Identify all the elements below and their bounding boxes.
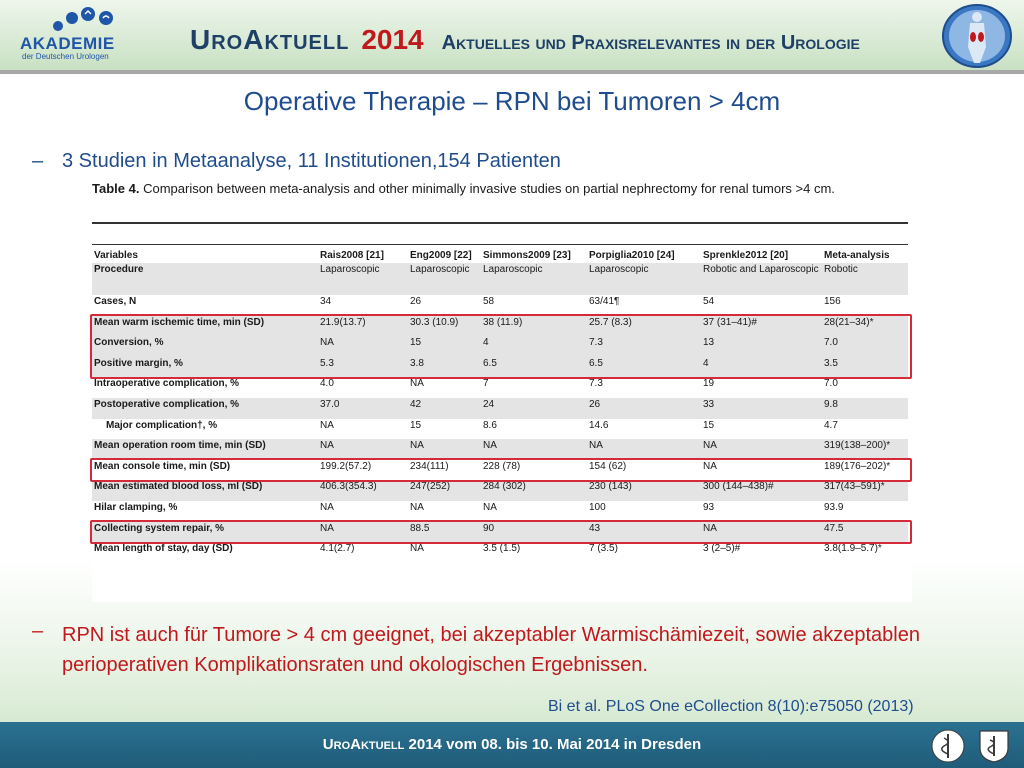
table-cell: NA bbox=[320, 419, 334, 431]
table-header-cell: Eng2009 [22] bbox=[410, 250, 472, 261]
table-cell: 3.8(1.9–5.7)* bbox=[824, 543, 882, 555]
table-cell: NA bbox=[483, 501, 497, 513]
table-cell: 300 (144–438)# bbox=[703, 481, 774, 493]
row-variable: Procedure bbox=[94, 264, 144, 275]
table-header-cell: Meta-analysis bbox=[824, 250, 890, 261]
footer-bar bbox=[0, 722, 1024, 768]
table-cell: NA bbox=[410, 501, 424, 513]
table-row bbox=[92, 398, 908, 419]
row-variable: Intraoperative complication, % bbox=[94, 378, 240, 390]
table-cell: 63/41¶ bbox=[589, 296, 620, 307]
row-variable: Cases, N bbox=[94, 296, 137, 307]
bullet-text: 3 Studien in Metaanalyse, 11 Institutionen,154 Patienten bbox=[62, 150, 561, 172]
table-cell: 28(21–34)* bbox=[824, 316, 874, 328]
table-cell: 15 bbox=[410, 419, 422, 431]
table-body bbox=[92, 263, 908, 563]
table-cell: 3.8 bbox=[410, 357, 424, 369]
table-row bbox=[92, 419, 908, 440]
table-cell: 6.5 bbox=[589, 357, 603, 369]
table-cell: NA bbox=[320, 440, 334, 452]
table-cell: NA bbox=[410, 378, 424, 390]
table-cell: 189(176–202)* bbox=[824, 460, 891, 472]
table-cell: 4.0 bbox=[320, 378, 334, 390]
conference-year: 2014 bbox=[361, 24, 424, 55]
table-cell: 19 bbox=[703, 378, 715, 390]
table-cell: 42 bbox=[410, 398, 422, 410]
academy-subtitle: der Deutschen Urologen bbox=[22, 52, 109, 61]
table-cell: 34 bbox=[320, 296, 332, 307]
table-cell: 88.5 bbox=[410, 522, 430, 534]
table-cell: 5.3 bbox=[320, 357, 334, 369]
table-row bbox=[92, 263, 908, 295]
row-variable: Mean console time, min (SD) bbox=[94, 460, 231, 472]
row-variable: Collecting system repair, % bbox=[94, 522, 225, 534]
table-cell: 406.3(354.3) bbox=[320, 481, 377, 493]
table-row bbox=[92, 377, 908, 398]
kidney-figure-logo-icon bbox=[940, 3, 1014, 69]
table-cell: 26 bbox=[410, 296, 422, 307]
table-cell: 8.6 bbox=[483, 419, 497, 431]
table-row bbox=[92, 439, 908, 460]
table-cell: 7 (3.5) bbox=[589, 543, 618, 555]
table-caption bbox=[92, 180, 892, 198]
table-cell: 58 bbox=[483, 296, 495, 307]
row-variable: Hilar clamping, % bbox=[94, 501, 178, 513]
header-divider bbox=[0, 70, 1024, 74]
shield-crest-logo-icon bbox=[976, 728, 1012, 764]
table-cell: Laparoscopic bbox=[320, 264, 380, 275]
table-cell: 15 bbox=[703, 419, 715, 431]
table-cell: 47.5 bbox=[824, 522, 844, 534]
academy-name: AKADEMIE bbox=[20, 34, 115, 53]
table-cell: 7 bbox=[483, 378, 489, 390]
table-cell: 228 (78) bbox=[483, 460, 521, 472]
conference-tagline: Aktuelles und Praxisrelevantes in der Urologie bbox=[441, 32, 860, 54]
table-top-rule bbox=[92, 222, 908, 224]
footer-date-location: 2014 vom 08. bis 10. Mai 2014 in Dresden bbox=[404, 736, 702, 753]
table-cell: 7.3 bbox=[589, 378, 603, 390]
table-row bbox=[92, 295, 908, 316]
table-cell: 4 bbox=[483, 337, 489, 349]
table-cell: 90 bbox=[483, 522, 495, 534]
row-variable: Conversion, % bbox=[94, 337, 164, 349]
table-header-row bbox=[92, 248, 908, 263]
bullet-dash: – bbox=[32, 620, 44, 642]
table-cell: NA bbox=[483, 440, 497, 452]
table-cell: 234(111) bbox=[410, 460, 449, 472]
highlight-box bbox=[90, 520, 912, 545]
comparison-table bbox=[92, 248, 908, 563]
footer-text bbox=[0, 736, 1024, 753]
table-cell: 156 bbox=[824, 296, 841, 307]
table-cell: 4.7 bbox=[824, 419, 838, 431]
table-cell: NA bbox=[589, 440, 603, 452]
table-cell: Laparoscopic bbox=[410, 264, 470, 275]
table-cell: NA bbox=[320, 501, 334, 513]
table-cell: 7.3 bbox=[589, 337, 603, 349]
row-variable: Positive margin, % bbox=[94, 357, 183, 369]
table-header-cell: Rais2008 [21] bbox=[320, 250, 384, 261]
table-row bbox=[92, 542, 908, 563]
row-variable: Mean operation room time, min (SD) bbox=[94, 440, 266, 452]
table-caption-text: Comparison between meta-analysis and other minimally invasive studies on partial nephrectomy for renal tumors >4 cm. bbox=[143, 181, 835, 196]
conference-name: UroAktuell bbox=[190, 24, 350, 55]
akademie-logo-icon bbox=[48, 6, 128, 34]
table-cell: 13 bbox=[703, 337, 715, 349]
header-bar bbox=[0, 0, 1024, 72]
table-cell: 284 (302) bbox=[483, 481, 526, 493]
table-cell: 93 bbox=[703, 501, 715, 513]
table-row bbox=[92, 480, 908, 501]
table-cell: 4.1(2.7) bbox=[320, 543, 355, 555]
table-cell: Laparoscopic bbox=[483, 264, 543, 275]
table-cell: 37 (31–41)# bbox=[703, 316, 757, 328]
table-cell: 33 bbox=[703, 398, 715, 410]
table-cell: 199.2(57.2) bbox=[320, 460, 372, 472]
table-cell: Robotic and Laparoscopic bbox=[703, 264, 819, 275]
table-cell: 38 (11.9) bbox=[483, 316, 523, 328]
table-row bbox=[92, 501, 908, 522]
table-cell: 3.5 (1.5) bbox=[483, 543, 521, 555]
table-header-cell: Sprenkle2012 [20] bbox=[703, 250, 789, 261]
conference-header bbox=[190, 24, 860, 56]
aesculapius-logo-icon bbox=[930, 728, 966, 764]
table-cell: 4 bbox=[703, 357, 709, 369]
table-cell: 3.5 bbox=[824, 357, 838, 369]
table-cell: 319(138–200)* bbox=[824, 440, 891, 452]
table-cell: 14.6 bbox=[589, 419, 609, 431]
table-cell: 9.8 bbox=[824, 398, 838, 410]
table-cell: 317(43–591)* bbox=[824, 481, 885, 493]
table-cell: 100 bbox=[589, 501, 606, 513]
table-cell: NA bbox=[703, 460, 717, 472]
slide-title: Operative Therapie – RPN bei Tumoren > 4cm bbox=[243, 86, 781, 116]
table-figure bbox=[92, 178, 912, 602]
table-caption-label: Table 4. bbox=[92, 181, 140, 196]
table-cell: 43 bbox=[589, 522, 601, 534]
table-cell: NA bbox=[320, 522, 334, 534]
table-cell: NA bbox=[320, 337, 334, 349]
table-cell: 154 (62) bbox=[589, 460, 627, 472]
row-variable: Mean length of stay, day (SD) bbox=[94, 543, 233, 555]
table-cell: 7.0 bbox=[824, 378, 838, 390]
table-cell: 37.0 bbox=[320, 398, 340, 410]
table-cell: NA bbox=[703, 440, 717, 452]
table-header-cell: Variables bbox=[94, 250, 138, 261]
table-cell: 25.7 (8.3) bbox=[589, 316, 632, 328]
table-cell: 93.9 bbox=[824, 501, 844, 513]
row-variable: Mean warm ischemic time, min (SD) bbox=[94, 316, 265, 328]
table-cell: Robotic bbox=[824, 264, 858, 275]
table-cell: NA bbox=[410, 440, 424, 452]
table-header-cell: Porpiglia2010 [24] bbox=[589, 250, 675, 261]
table-cell: 3 (2–5)# bbox=[703, 543, 741, 555]
table-cell: Laparoscopic bbox=[589, 264, 649, 275]
table-cell: 6.5 bbox=[483, 357, 497, 369]
table-cell: NA bbox=[410, 543, 424, 555]
table-cell: NA bbox=[703, 522, 717, 534]
bullet-conclusion bbox=[32, 620, 952, 680]
table-cell: 24 bbox=[483, 398, 495, 410]
table-cell: 247(252) bbox=[410, 481, 451, 493]
row-variable: Major complication†, % bbox=[106, 419, 218, 431]
table-header-rule bbox=[92, 244, 908, 245]
bullet-text: RPN ist auch für Tumore > 4 cm geeignet, bei akzeptabler Warmischämiezeit, sowie akzeptablen perioperativen Komplikationsraten und okologischen Ergebnissen. bbox=[62, 624, 920, 676]
highlight-box bbox=[90, 314, 912, 380]
table-cell: 30.3 (10.9) bbox=[410, 316, 459, 328]
table-cell: 230 (143) bbox=[589, 481, 632, 493]
table-cell: 7.0 bbox=[824, 337, 838, 349]
row-variable: Postoperative complication, % bbox=[94, 398, 240, 410]
table-header-cell: Simmons2009 [23] bbox=[483, 250, 571, 261]
table-cell: 54 bbox=[703, 296, 715, 307]
table-cell: 15 bbox=[410, 337, 422, 349]
highlight-box bbox=[90, 458, 912, 483]
row-variable: Mean estimated blood loss, ml (SD) bbox=[94, 481, 263, 493]
table-cell: 26 bbox=[589, 398, 601, 410]
bullet-dash: – bbox=[32, 150, 44, 172]
footer-conference-name: UroAktuell bbox=[322, 736, 405, 753]
citation-reference: Bi et al. PLoS One eCollection 8(10):e75050 (2013) bbox=[548, 698, 914, 715]
table-cell: 21.9(13.7) bbox=[320, 316, 366, 328]
